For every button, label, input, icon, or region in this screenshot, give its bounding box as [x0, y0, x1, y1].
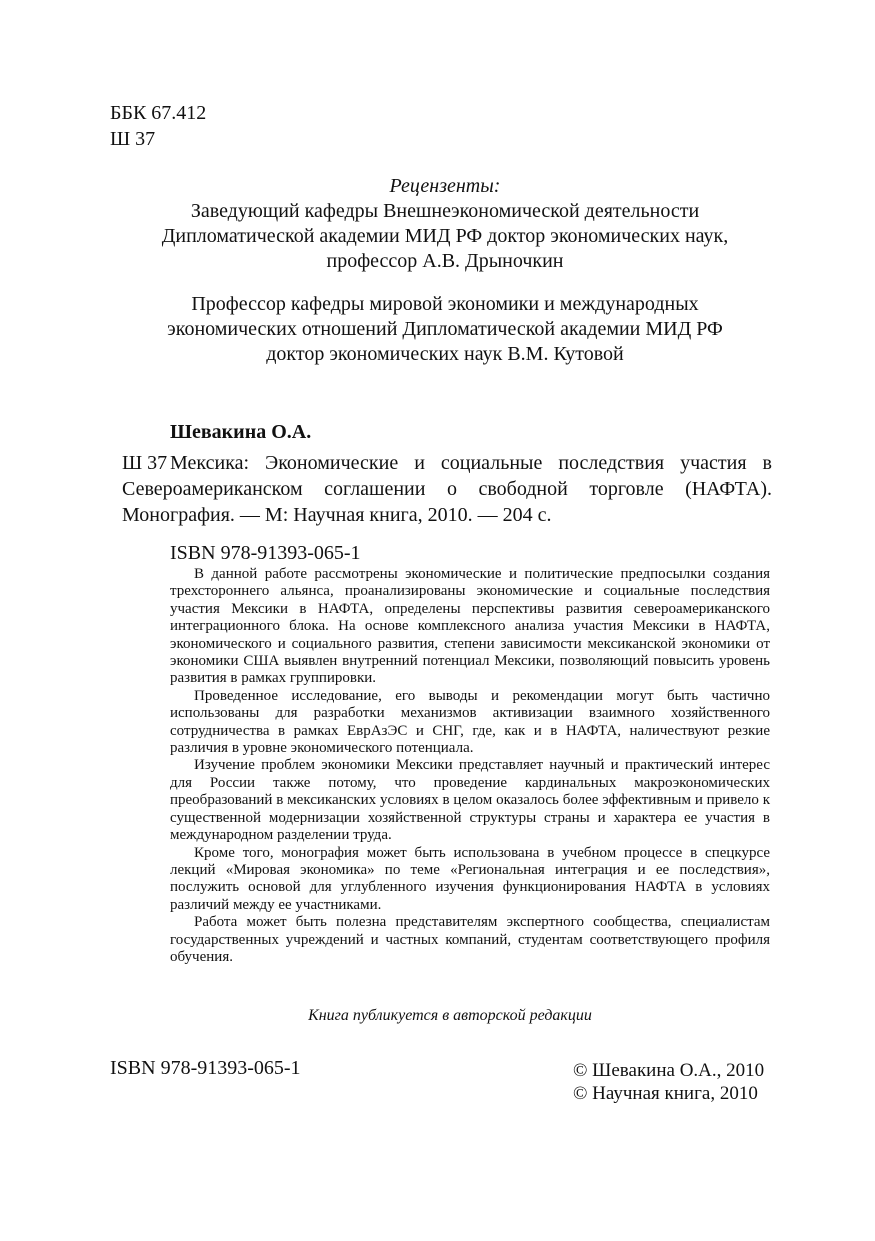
annotation-paragraph-3: Изучение проблем экономики Мексики представляет научный и практический интерес для России также потому, что проведение кардинальных макроэкономических преобразований в мексиканских условиях в целом оказалось более эффективным и привело к существенной модернизации хозяйственной структуры страны и характера ее участия в международном разделении труда. — [170, 757, 770, 844]
reviewer-2-line-3: доктор экономических наук В.М. Кутовой — [266, 343, 624, 365]
annotation — [170, 566, 770, 966]
copyright-author: © Шевакина О.А., 2010 — [573, 1060, 765, 1081]
author-mark: Ш 37 — [110, 128, 156, 150]
classification-codes — [110, 100, 206, 152]
entry-body — [122, 450, 772, 528]
reviewers-spacer — [95, 274, 795, 292]
reviewer-1-line-2: Дипломатической академии МИД РФ доктор экономических наук, — [161, 225, 729, 247]
bbk-code: ББК 67.412 — [110, 102, 207, 124]
catalog-entry — [122, 419, 772, 528]
annotation-paragraph-4: Кроме того, монография может быть использована в учебном процессе в спецкурсе лекций «Мировая экономика» по теме «Региональная интеграция и ее последствия», послужить основой для углубленного изучения функционирования НАФТА в условиях различий между ее участниками. — [170, 844, 770, 913]
isbn-bottom: ISBN 978-91393-065-1 — [110, 1057, 301, 1079]
copyright-publisher: © Научная книга, 2010 — [573, 1083, 758, 1104]
copyright-block — [573, 1059, 764, 1105]
entry-mark: Ш 37 — [122, 452, 168, 474]
reviewer-2-line-1: Профессор кафедры мировой экономики и международных — [191, 293, 699, 315]
reviewer-2-line-2: экономических отношений Дипломатической академии МИД РФ — [167, 318, 723, 340]
isbn-top: ISBN 978-91393-065-1 — [170, 542, 361, 564]
entry-author: Шевакина О.А. — [170, 421, 312, 443]
reviewer-1-line-1: Заведующий кафедры Внешнеэкономической деятельности — [190, 200, 700, 222]
reviewers-block — [95, 174, 795, 367]
entry-description: Мексика: Экономические и социальные последствия участия в Североамериканском соглашении о свободной торговле (НАФТА). Монография. — М: Научная книга, 2010. — 204 с. — [122, 452, 772, 526]
edition-note: Книга публикуется в авторской редакции — [308, 1007, 592, 1024]
reviewer-1-line-3: профессор А.В. Дрыночкин — [326, 250, 564, 272]
annotation-paragraph-1: В данной работе рассмотрены экономические и политические предпосылки создания трехстороннего альянса, проанализированы экономические и социальные последствия участия Мексики в НАФТА, определены перспективы развития североамериканского интеграционного блока. На основе комплексного анализа участия Мексики в НАФТА, экономического и социального развития, степени зависимости мексиканской экономики от экономики США выявлен внутренний потенциал Мексики, позволяющий повысить уровень развития в рамках группировки. — [170, 566, 770, 687]
reviewers-heading: Рецензенты: — [389, 175, 501, 197]
annotation-paragraph-5: Работа может быть полезна представителям экспертного сообщества, специалистам государственных учреждений и частных компаний, студентам соответствующего профиля обучения. — [170, 914, 770, 965]
annotation-paragraph-2: Проведенное исследование, его выводы и рекомендации могут быть частично использованы для разработки механизмов активизации взаимного хозяйственного сотрудничества в рамках ЕврАзЭС и СНГ, где, как и в НАФТА, наличествуют резкие различия в уровне экономического потенциала. — [170, 687, 770, 757]
